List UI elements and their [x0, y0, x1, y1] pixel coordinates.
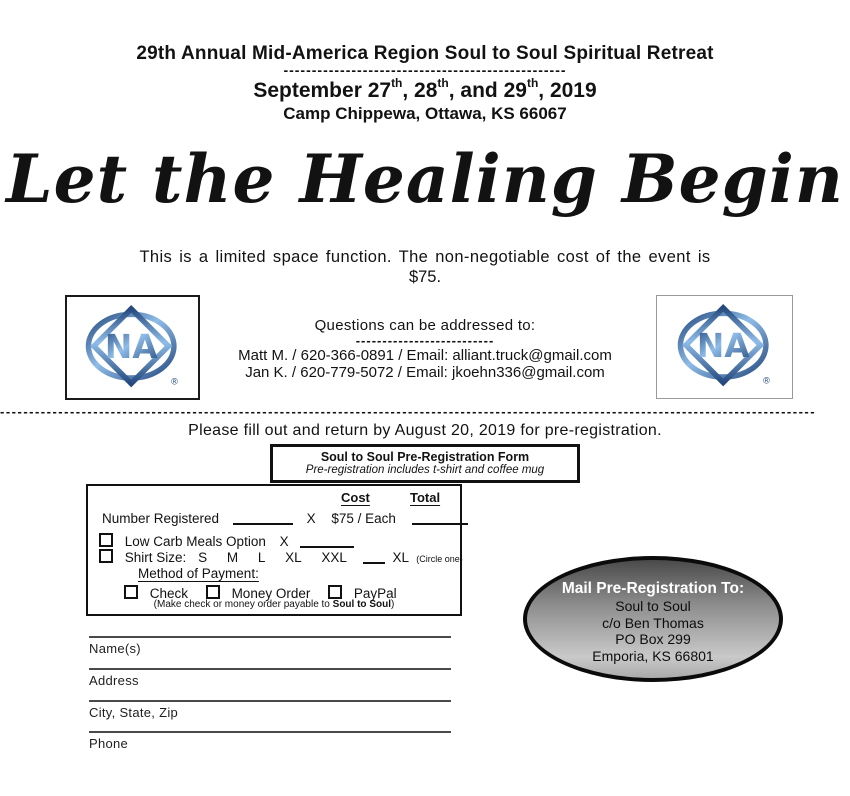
- size-option-xxl[interactable]: XXL: [321, 550, 347, 565]
- number-registered-blank[interactable]: [233, 511, 293, 525]
- shirt-size-checkbox[interactable]: [99, 549, 113, 563]
- multiply-sign: X: [306, 511, 316, 526]
- payable-note-post: ): [390, 599, 395, 610]
- payable-note-pre: (Make check or money order payable to: [153, 599, 333, 610]
- date-part: , 28: [402, 79, 438, 102]
- phone-field-line[interactable]: [89, 731, 451, 733]
- money-order-label: Money Order: [231, 586, 311, 601]
- money-order-checkbox[interactable]: [206, 585, 220, 599]
- mail-to-badge: [523, 556, 783, 682]
- phone-field-label: Phone: [89, 736, 129, 751]
- date-part: , 2019: [538, 79, 597, 102]
- mail-to-line: c/o Ben Thomas: [602, 614, 704, 631]
- registration-form: [86, 484, 462, 616]
- page-title: 29th Annual Mid-America Region Soul to Soul Spiritual Retreat: [136, 43, 714, 64]
- circle-one-note: (Circle one): [416, 554, 463, 564]
- city-state-zip-field-label: City, State, Zip: [89, 705, 179, 720]
- total-blank[interactable]: [412, 511, 468, 525]
- registered-trademark: ®: [170, 375, 178, 386]
- form-subtitle: Pre-registration includes t-shirt and coffee mug: [305, 464, 545, 476]
- total-column-header: Total: [410, 490, 441, 505]
- title-divider: --------------------------------------------------: [283, 62, 567, 78]
- size-multiplier-blank[interactable]: [363, 550, 385, 564]
- city-state-zip-field-line[interactable]: [89, 700, 451, 702]
- date-superscript: th: [437, 76, 449, 90]
- payable-note: [88, 599, 460, 610]
- payable-note-payee: Soul to Soul: [332, 599, 391, 610]
- number-registered-label: Number Registered: [102, 511, 220, 526]
- check-checkbox[interactable]: [124, 585, 138, 599]
- contact-matt: Matt M. / 620-366-0891 / Email: alliant.truck@gmail.com: [238, 347, 612, 364]
- mail-to-heading: Mail Pre-Registration To:: [561, 580, 745, 597]
- contact-heading: Questions can be addressed to:: [314, 317, 536, 334]
- multiply-sign: X: [279, 534, 289, 549]
- address-field-label: Address: [89, 673, 139, 688]
- form-title-box: [270, 444, 580, 483]
- date-superscript: th: [391, 76, 403, 90]
- name-field-label: Name(s): [89, 641, 141, 656]
- event-location: Camp Chippewa, Ottawa, KS 66067: [283, 104, 567, 123]
- low-carb-row: [99, 533, 354, 549]
- mail-to-line: Emporia, KS 66801: [592, 647, 714, 664]
- registered-trademark: ®: [762, 375, 770, 386]
- paypal-checkbox[interactable]: [328, 585, 342, 599]
- cost-column-header: Cost: [341, 490, 370, 505]
- shirt-size-label: Shirt Size:: [124, 550, 187, 565]
- shirt-size-row: [99, 549, 463, 565]
- svg-text:NA: NA: [696, 327, 750, 365]
- tagline: Let the Healing Begin: [6, 140, 844, 218]
- size-option-s[interactable]: S: [198, 550, 208, 565]
- low-carb-checkbox[interactable]: [99, 533, 113, 547]
- form-title: Soul to Soul Pre-Registration Form: [320, 450, 530, 464]
- mail-to-line: PO Box 299: [615, 631, 691, 647]
- date-part: , and 29: [448, 79, 527, 102]
- intro-line-2: $75.: [408, 268, 442, 286]
- price-each-label: $75 / Each: [331, 511, 396, 526]
- size-option-l[interactable]: L: [257, 550, 266, 565]
- address-field-line[interactable]: [89, 668, 451, 670]
- svg-text:NA: NA: [104, 327, 158, 366]
- return-instructions: Please fill out and return by August 20, 2019 for pre-registration.: [188, 422, 662, 439]
- size-xl-suffix: XL: [392, 550, 409, 565]
- low-carb-label: Low Carb Meals Option: [124, 534, 266, 549]
- date-part: September 27: [253, 79, 392, 102]
- intro-line-1: This is a limited space function. The non-negotiable cost of the event is: [139, 248, 711, 266]
- date-superscript: th: [526, 76, 539, 90]
- paypal-label: PayPal: [353, 586, 397, 601]
- size-option-m[interactable]: M: [226, 550, 239, 565]
- event-dates: [0, 78, 850, 103]
- low-carb-blank[interactable]: [300, 534, 354, 548]
- mail-to-line: Soul to Soul: [615, 598, 691, 614]
- contact-divider: --------------------------: [355, 333, 495, 348]
- page-divider: --------------------------------------------------------------------------------------------------------------------------------------------: [0, 404, 817, 419]
- size-option-xl[interactable]: XL: [285, 550, 302, 565]
- contact-jan: Jan K. / 620-779-5072 / Email: jkoehn336@gmail.com: [245, 364, 605, 381]
- number-registered-row: [102, 511, 468, 526]
- check-label: Check: [149, 586, 189, 601]
- payment-method-heading: Method of Payment:: [138, 566, 259, 581]
- name-field-line[interactable]: [89, 636, 451, 638]
